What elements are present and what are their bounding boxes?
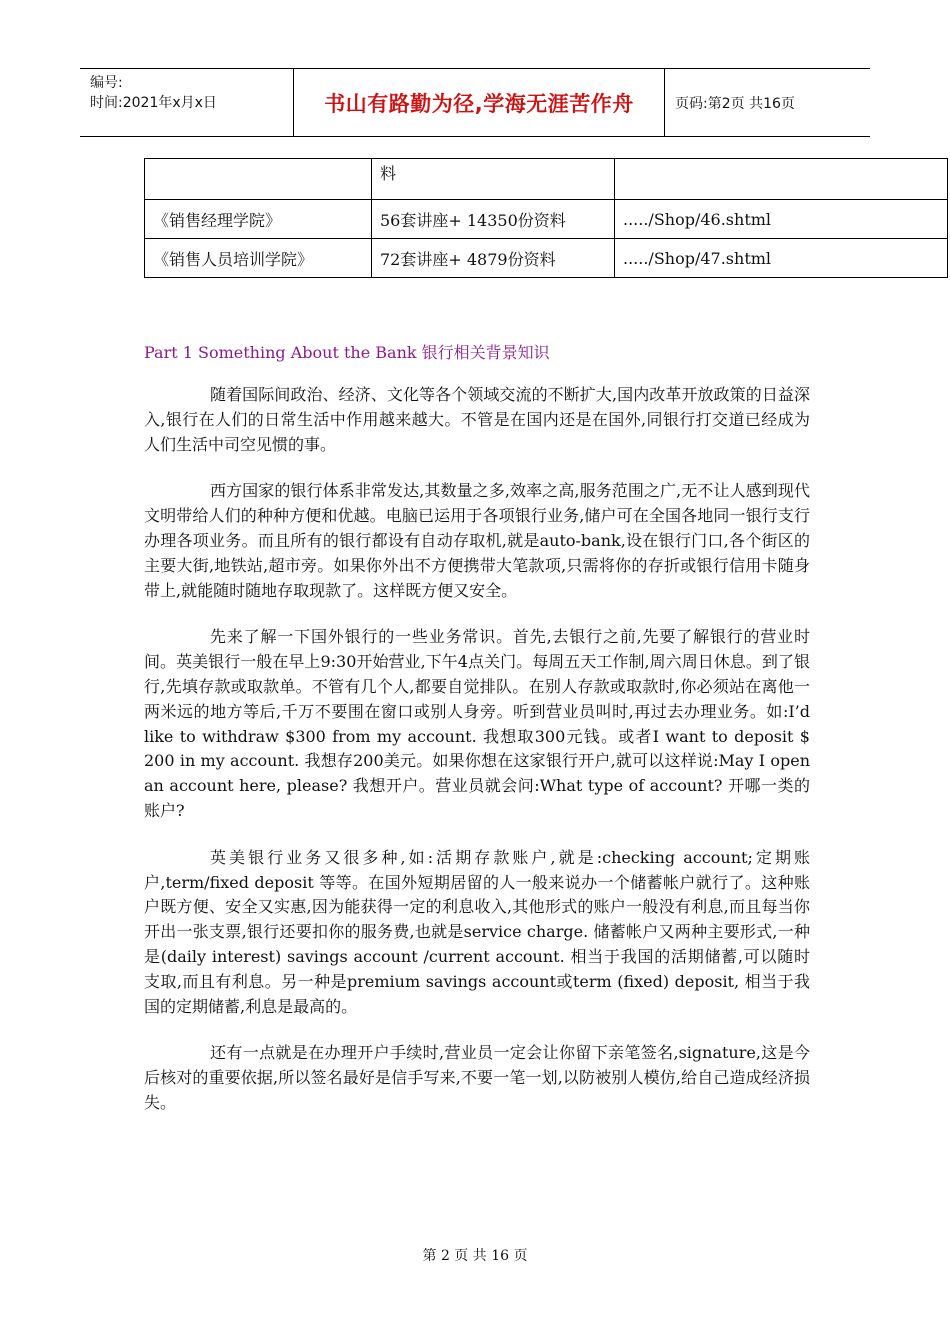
table-cell: ...../Shop/46.shtml (615, 200, 948, 239)
table-cell: 《销售经理学院》 (145, 200, 372, 239)
paragraph: 随着国际间政治、经济、文化等各个领域交流的不断扩大,国内改革开放政策的日益深入,银行在人们的日常生活中作用越来越大。不管是在国内还是在国外,同银行打交道已经成为人们生活中司空见惯的事。 (144, 385, 810, 454)
page-footer: 第 2 页 共 16 页 (422, 1248, 528, 1264)
header-motto: 书山有路勤为径,学海无涯苦作舟 (293, 69, 665, 136)
date-label: 时间:2021年x月x日 (90, 95, 217, 111)
table-cell: 料 (372, 159, 615, 200)
paragraph: 西方国家的银行体系非常发达,其数量之多,效率之高,服务范围之广,无不让人感到现代文明带给人们的种种方便和优越。电脑已运用于各项银行业务,储户可在全国各地同一银行支行办理各项业务。而且所有的银行都设有自动存取机,就是auto-bank,设在银行门口,各个街区的主要大街,地铁站,超市旁。如果你外出不方便携带大笔款项,只需将你的存折或银行信用卡随身带上,就能随时随地存取现款了。这样既方便又安全。 (144, 481, 810, 600)
header-meta (80, 69, 293, 136)
page-header (80, 68, 870, 137)
body-text (144, 383, 810, 1138)
table-cell: 56套讲座+ 14350份资料 (372, 200, 615, 239)
table-row (145, 159, 948, 200)
resource-table (144, 158, 948, 278)
table-row (145, 200, 948, 239)
table-cell: 《销售人员培训学院》 (145, 239, 372, 278)
section-heading: Part 1 Something About the Bank 银行相关背景知识 (144, 343, 550, 362)
paragraph: 英美银行业务又很多种,如:活期存款账户,就是:checking account;定期账户,term/fixed deposit 等等。在国外短期居留的人一般来说办一个储蓄帐户就行了。这种账户既方便、安全又实惠,因为能获得一定的利息收入,其他形式的账户一般没有利息,而且每当你开出一张支票,银行还要扣你的服务费,也就是service charge. 储蓄帐户又两种主要形式,一种是(daily interest) savings account /current account. 相当于我国的活期储蓄,可以随时支取,而且有利息。另一种是premium savings account或term (fixed) deposit, 相当于我国的定期储蓄,利息是最高的。 (144, 847, 810, 1016)
code-label: 编号: (90, 75, 123, 91)
table-cell: 72套讲座+ 4879份资料 (372, 239, 615, 278)
paragraph: 还有一点就是在办理开户手续时,营业员一定会让你留下亲笔签名,signature,这是今后核对的重要依据,所以签名最好是信手写来,不要一笔一划,以防被别人模仿,给自己造成经济损失。 (144, 1043, 810, 1112)
table-cell: ...../Shop/47.shtml (615, 239, 948, 278)
paragraph: 先来了解一下国外银行的一些业务常识。首先,去银行之前,先要了解银行的营业时间。英美银行一般在早上9:30开始营业,下午4点关门。每周五天工作制,周六周日休息。到了银行,先填存款或取款单。不管有几个人,都要自觉排队。在别人存款或取款时,你必须站在离他一两米远的地方等后,千万不要围在窗口或别人身旁。听到营业员叫时,再过去办理业务。如:I’d like to withdraw $300 from my account. 我想取300元钱。或者I want to deposit $ 200 in my account. 我想存200美元。如果你想在这家银行开户,就可以这样说:May I open an account here, please? 我想开户。营业员就会问:What type of account? 开哪一类的账户? (144, 627, 810, 820)
table-row (145, 239, 948, 278)
table-cell (145, 159, 372, 200)
table-cell (615, 159, 948, 200)
header-page-info: 页码:第2页 共16页 (675, 95, 795, 112)
